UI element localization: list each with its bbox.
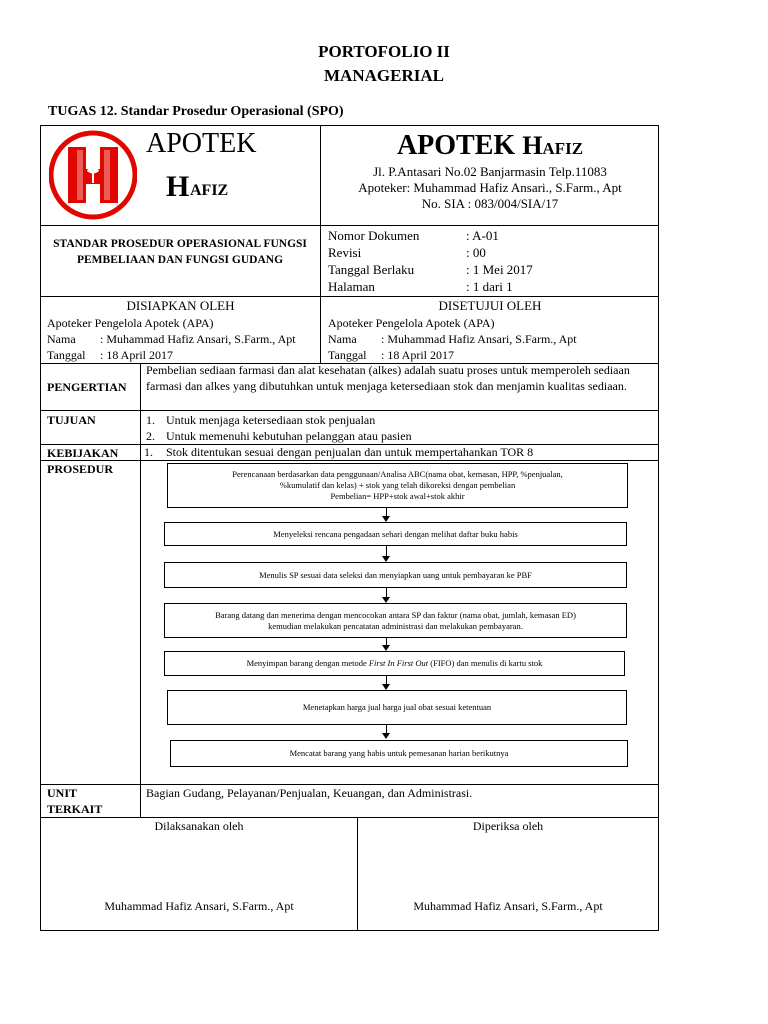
prepared-date-label: Tanggal [47,348,86,362]
unit-text: Bagian Gudang, Pelayanan/Penjualan, Keuangan, dan Administrasi. [146,786,473,800]
tujuan-label: TUJUAN [47,413,96,427]
checked-by-heading: Diperiksa oleh [472,819,544,833]
doc-info-label: Tanggal Berlaku [328,262,415,277]
doc-info-label: Revisi [328,245,362,260]
kebijakan-num: 1. [144,445,153,459]
flow-step [164,603,627,638]
flow-step-text: Menyimpan barang dengan metode [246,658,369,668]
approved-name: : Muhammad Hafiz Ansari, S.Farm., Apt [381,332,577,346]
flow-step-text: Pembelian= HPP+stok awal+stok akhir [330,491,465,501]
doc-info-label: Nomor Dokumen [328,228,420,243]
doc-info-value: : 1 dari 1 [466,279,513,294]
divider [40,460,659,461]
doc-info-row [328,278,658,295]
doc-info [328,227,658,295]
logo-word: APOTEK [146,128,257,159]
flow-step-text: Perencanaan berdasarkan data penggunaan/Analisa ABC(nama obat, kemasan, HPP, %penjualan, [232,469,563,479]
approved-role: Apoteker Pengelola Apotek (APA) [328,316,495,330]
prepared-name: : Muhammad Hafiz Ansari, S.Farm., Apt [100,332,296,346]
tujuan-item: Untuk memenuhi kebutuhan pelanggan atau pasien [166,429,412,443]
divider [40,225,659,226]
doc-info-row [328,227,658,244]
kebijakan-text: Stok ditentukan sesuai dengan penjualan dan untuk mempertahankan TOR 8 [166,445,534,459]
doc-info-row [328,244,658,261]
tujuan-num: 1. [146,413,155,427]
executed-by-heading: Dilaksanakan oleh [154,819,244,833]
approved-date: : 18 April 2017 [381,348,455,362]
flow-step-text: Barang datang dan menerima dengan mencocokan antara SP dan faktur (nama obat, jumlah, kemasan ED) [215,609,576,620]
pengertian-text: Pembelian sediaan farmasi dan alat kesehatan (alkes) adalah suatu proses untuk memperoleh sediaan farmasi dan alkes yang dibutuhkan untuk menjaga ketersediaan stok dan menjamin kualitas sediaan. [146,363,630,393]
unit-label: UNIT [47,786,78,800]
approved-name-label: Nama [328,332,357,346]
spo-title: STANDAR PROSEDUR OPERASIONAL FUNGSI PEMBELIAAN DAN FUNGSI GUDANG [53,238,307,266]
doc-info-value: : 00 [466,245,486,260]
doc-info-label: Halaman [328,279,375,294]
logo-initial: H [166,170,190,203]
prepared-role: Apoteker Pengelola Apotek (APA) [47,316,214,330]
flow-step-text: (FIFO) dan menulis di kartu stok [428,658,543,668]
approved-date-label: Tanggal [328,348,367,362]
flow-step: Mencatat barang yang habis untuk pemesanan harian berikutnya [170,740,628,767]
prosedur-label: PROSEDUR [47,462,114,476]
doc-info-value: : 1 Mei 2017 [466,262,533,277]
prepared-date: : 18 April 2017 [100,348,174,362]
flow-step-text: kemudian melakukan pencatatan administrasi dan melakukan pembayaran. [268,620,523,631]
task-heading: TUGAS 12. Standar Prosedur Operasional (SPO) [48,104,344,119]
unit-label: TERKAIT [47,802,103,816]
divider [140,363,141,817]
pharmacy-name-word: APOTEK [396,130,516,161]
prepared-heading: DISIAPKAN OLEH [126,298,235,313]
page-title: PORTOFOLIO II [318,42,450,61]
kebijakan-label: KEBIJAKAN [47,446,119,460]
page-subtitle: MANAGERIAL [324,66,444,85]
flow-step: Menyeleksi rencana pengadaan sehari dengan melihat daftar buku habis [164,522,627,546]
pharmacy-name [321,130,659,165]
pharmacy-name-initial: H [522,131,543,160]
executed-by-name: Muhammad Hafiz Ansari, S.Farm., Apt [104,899,294,913]
divider [40,410,659,411]
approved-heading: DISETUJUI OLEH [438,298,542,313]
flow-step [164,651,625,676]
doc-info-row [328,261,658,278]
apotek-h-logo-icon [49,130,137,220]
flow-step-text: %kumulatif dan kelas) + stok yang telah dikoreksi dengan pembelian [279,480,516,490]
pharmacy-name-rest: AFIZ [542,139,584,158]
flow-step: Menetapkan harga jual harga jual obat sesuai ketentuan [167,690,627,725]
flow-step [167,463,628,508]
logo-rest: AFIZ [190,182,229,199]
tujuan-item: Untuk menjaga ketersediaan stok penjualan [166,413,376,427]
doc-info-value: : A-01 [466,228,499,243]
pengertian-label: PENGERTIAN [47,380,127,394]
pharmacy-sia: No. SIA : 083/004/SIA/17 [421,196,559,211]
flow-step: Menulis SP sesuai data seleksi dan menyiapkan uang untuk pembayaran ke PBF [164,562,627,588]
prepared-name-label: Nama [47,332,76,346]
flow-step-text: First In First Out [368,658,429,668]
pharmacy-logo [49,130,137,220]
pharmacy-pharmacist: Apoteker: Muhammad Hafiz Ansari., S.Farm., Apt [358,180,622,195]
pharmacy-address: Jl. P.Antasari No.02 Banjarmasin Telp.11083 [373,164,607,179]
tujuan-num: 2. [146,429,155,443]
checked-by-name: Muhammad Hafiz Ansari, S.Farm., Apt [413,899,603,913]
